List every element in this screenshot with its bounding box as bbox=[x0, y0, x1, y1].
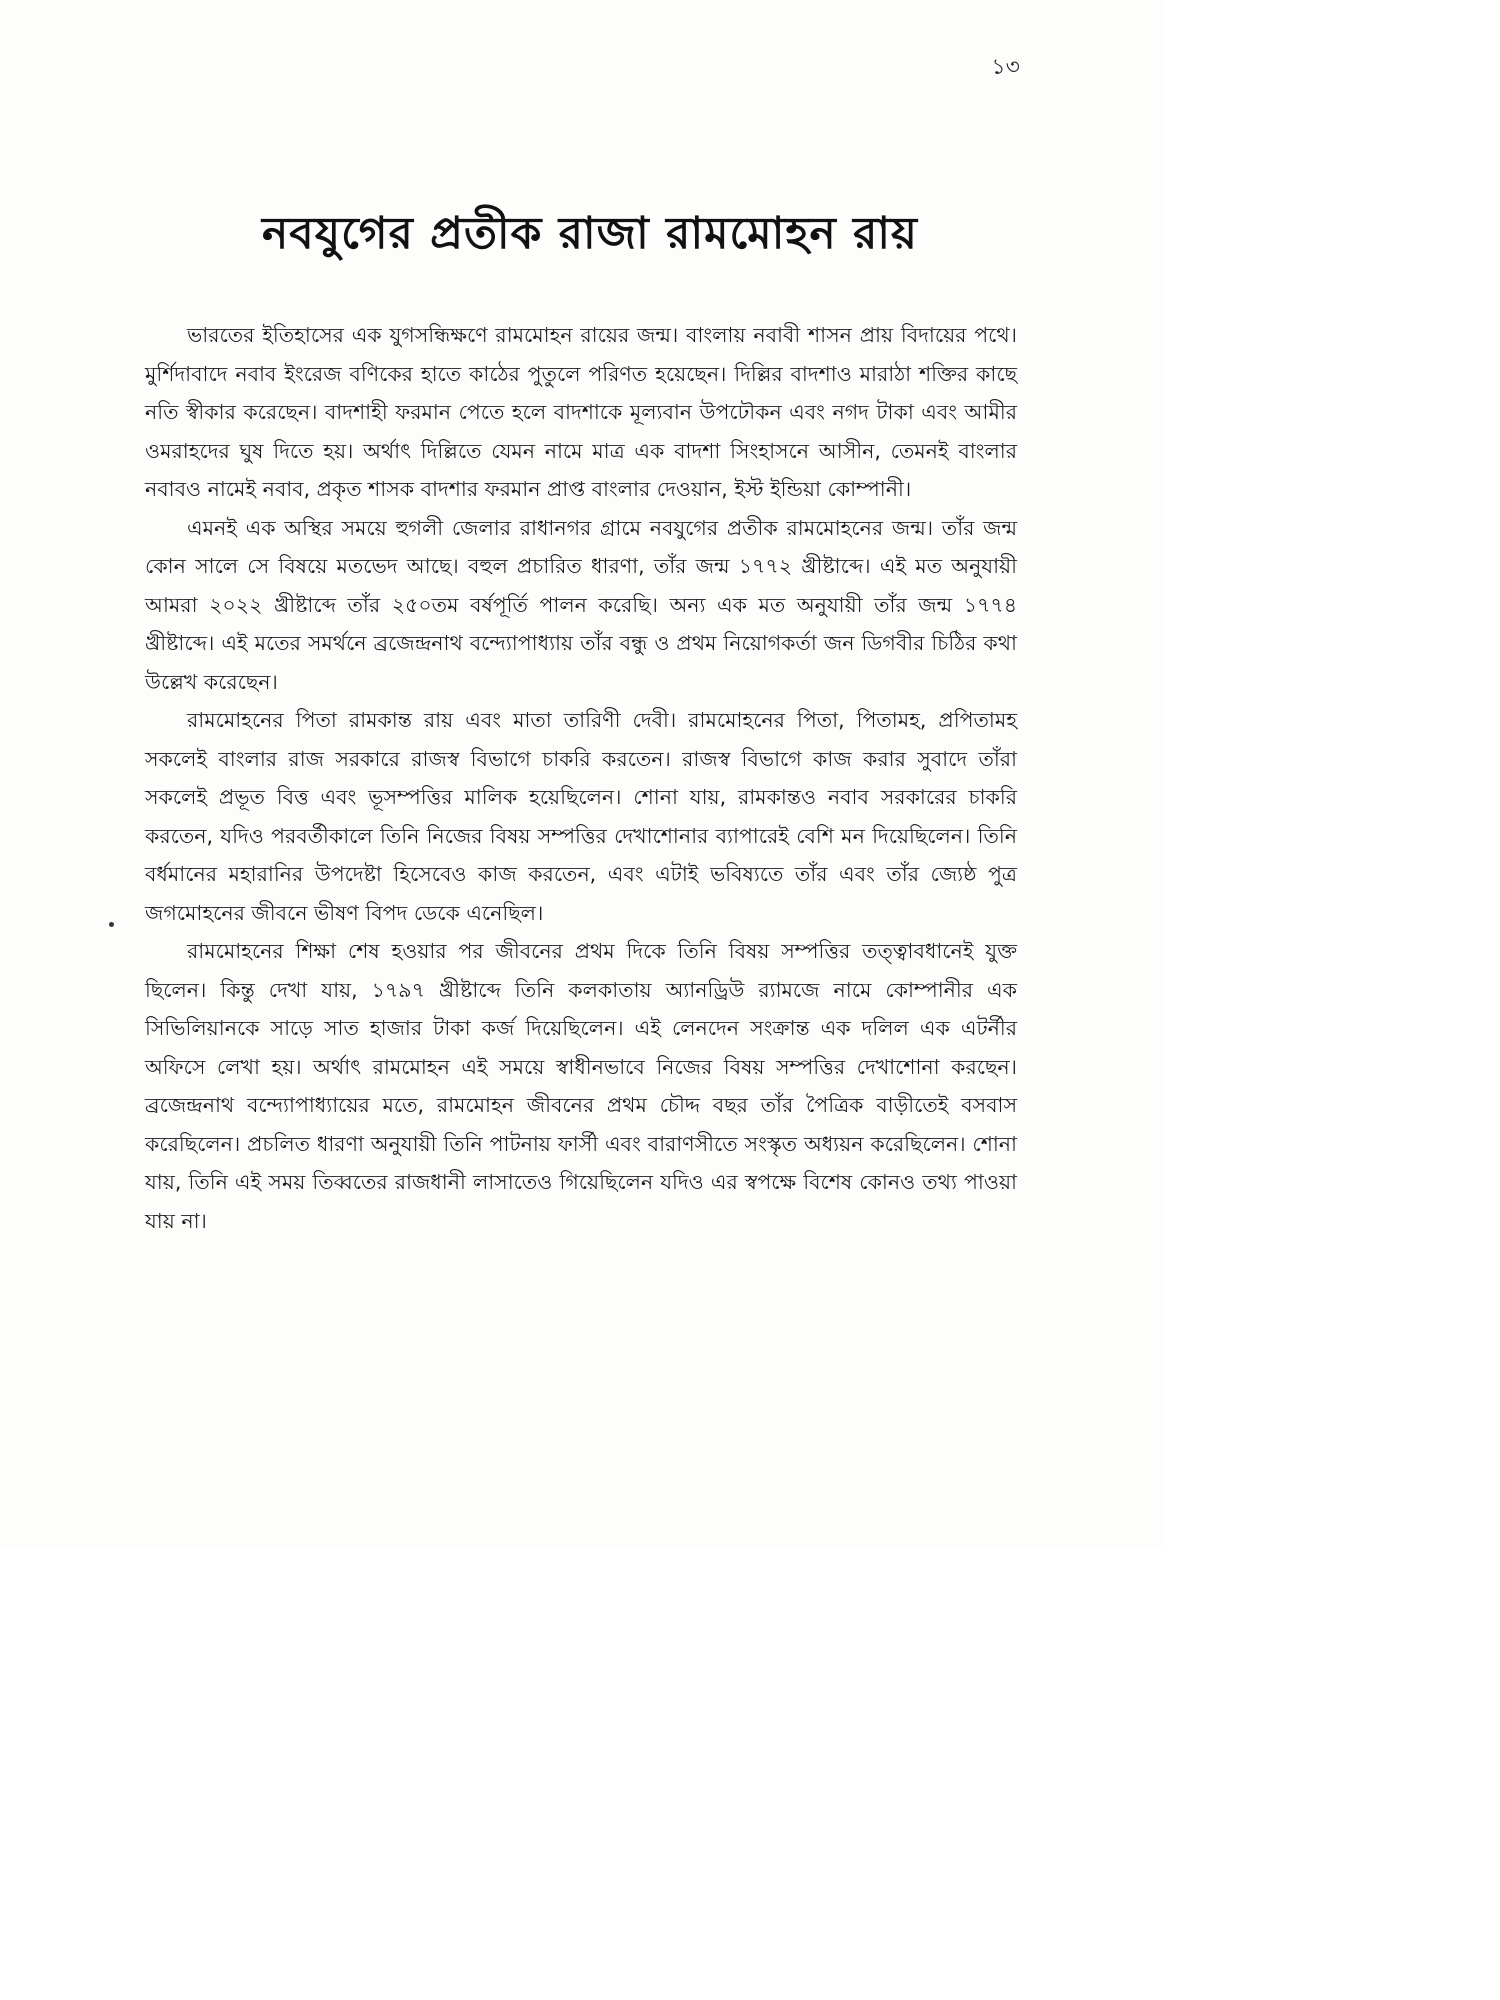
paragraph-2: এমনই এক অস্থির সময়ে হুগলী জেলার রাধানগর গ্রামে নবযুগের প্রতীক রামমোহনের জন্ম। তাঁর জন্ম কোন সালে সে বিষয়ে মতভেদ আছে। বহুল প্রচারিত ধারণা, তাঁর জন্ম ১৭৭২ খ্রীষ্টাব্দে। এই মত অনুযায়ী আমরা ২০২২ খ্রীষ্টাব্দে তাঁর ২৫০তম বর্ষপূর্তি পালন করেছি। অন্য এক মত অনুযায়ী তাঁর জন্ম ১৭৭৪ খ্রীষ্টাব্দে। এই মতের সমর্থনে ব্রজেন্দ্রনাথ বন্দ্যোপাধ্যায় তাঁর বন্ধু ও প্রথম নিয়োগকর্তা জন ডিগবীর চিঠির কথা উল্লেখ করেছেন। bbox=[145, 515, 1017, 694]
chapter-title: নবযুগের প্রতীক রাজা রামমোহন রায় bbox=[262, 208, 918, 259]
page-number: ১৩ bbox=[991, 55, 1020, 80]
ink-speck bbox=[109, 922, 114, 927]
paragraph-4: রামমোহনের শিক্ষা শেষ হওয়ার পর জীবনের প্রথম দিকে তিনি বিষয় সম্পত্তির তত্ত্বাবধানেই যুক্ত ছিলেন। কিন্তু দেখা যায়, ১৭৯৭ খ্রীষ্টাব্দে তিনি কলকাতায় অ্যানড্রিউ র‍্যামজে নামে কোম্পানীর এক সিভিলিয়ানকে সাড়ে সাত হাজার টাকা কর্জ দিয়েছিলেন। এই লেনদেন সংক্রান্ত এক দলিল এক এটর্নীর অফিসে লেখা হয়। অর্থাৎ রামমোহন এই সময়ে স্বাধীনভাবে নিজের বিষয় সম্পত্তির দেখাশোনা করছেন। ব্রজেন্দ্রনাথ বন্দ্যোপাধ্যায়ের মতে, রামমোহন জীবনের প্রথম চৌদ্দ বছর তাঁর পৈত্রিক বাড়ীতেই বসবাস করেছিলেন। প্রচলিত ধারণা অনুযায়ী তিনি পাটনায় ফার্সী এবং বারাণসীতে সংস্কৃত অধ্যয়ন করেছিলেন। শোনা যায়, তিনি এই সময় তিব্বতের রাজধানী লাসাতেও গিয়েছিলেন যদিও এর স্বপক্ষে বিশেষ কোনও তথ্য পাওয়া যায় না। bbox=[145, 939, 1017, 1233]
paragraph-3: রামমোহনের পিতা রামকান্ত রায় এবং মাতা তারিণী দেবী। রামমোহনের পিতা, পিতামহ, প্রপিতামহ সকলেই বাংলার রাজ সরকারে রাজস্ব বিভাগে চাকরি করতেন। রাজস্ব বিভাগে কাজ করার সুবাদে তাঁরা সকলেই প্রভূত বিত্ত এবং ভূসম্পত্তির মালিক হয়েছিলেন। শোনা যায়, রামকান্তও নবাব সরকারের চাকরি করতেন, যদিও পরবর্তীকালে তিনি নিজের বিষয় সম্পত্তির দেখাশোনার ব্যাপারেই বেশি মন দিয়েছিলেন। তিনি বর্ধমানের মহারানির উপদেষ্টা হিসেবেও কাজ করতেন, এবং এটাই ভবিষ্যতে তাঁর এবং তাঁর জ্যেষ্ঠ পুত্র জগমোহনের জীবনে ভীষণ বিপদ ডেকে এনেছিল। bbox=[145, 708, 1017, 925]
chapter-body bbox=[145, 316, 1017, 1240]
paragraph-1: ভারতের ইতিহাসের এক যুগসন্ধিক্ষণে রামমোহন রায়ের জন্ম। বাংলায় নবাবী শাসন প্রায় বিদায়ের পথে। মুর্শিদাবাদে নবাব ইংরেজ বণিকের হাতে কাঠের পুতুলে পরিণত হয়েছেন। দিল্লির বাদশাও মারাঠা শক্তির কাছে নতি স্বীকার করেছেন। বাদশাহী ফরমান পেতে হলে বাদশাকে মূল্যবান উপঢৌকন এবং নগদ টাকা এবং আমীর ওমরাহদের ঘুষ দিতে হয়। অর্থাৎ দিল্লিতে যেমন নামে মাত্র এক বাদশা সিংহাসনে আসীন, তেমনই বাংলার নবাবও নামেই নবাব, প্রকৃত শাসক বাদশার ফরমান প্রাপ্ত বাংলার দেওয়ান, ইস্ট ইন্ডিয়া কোম্পানী। bbox=[145, 323, 1017, 501]
